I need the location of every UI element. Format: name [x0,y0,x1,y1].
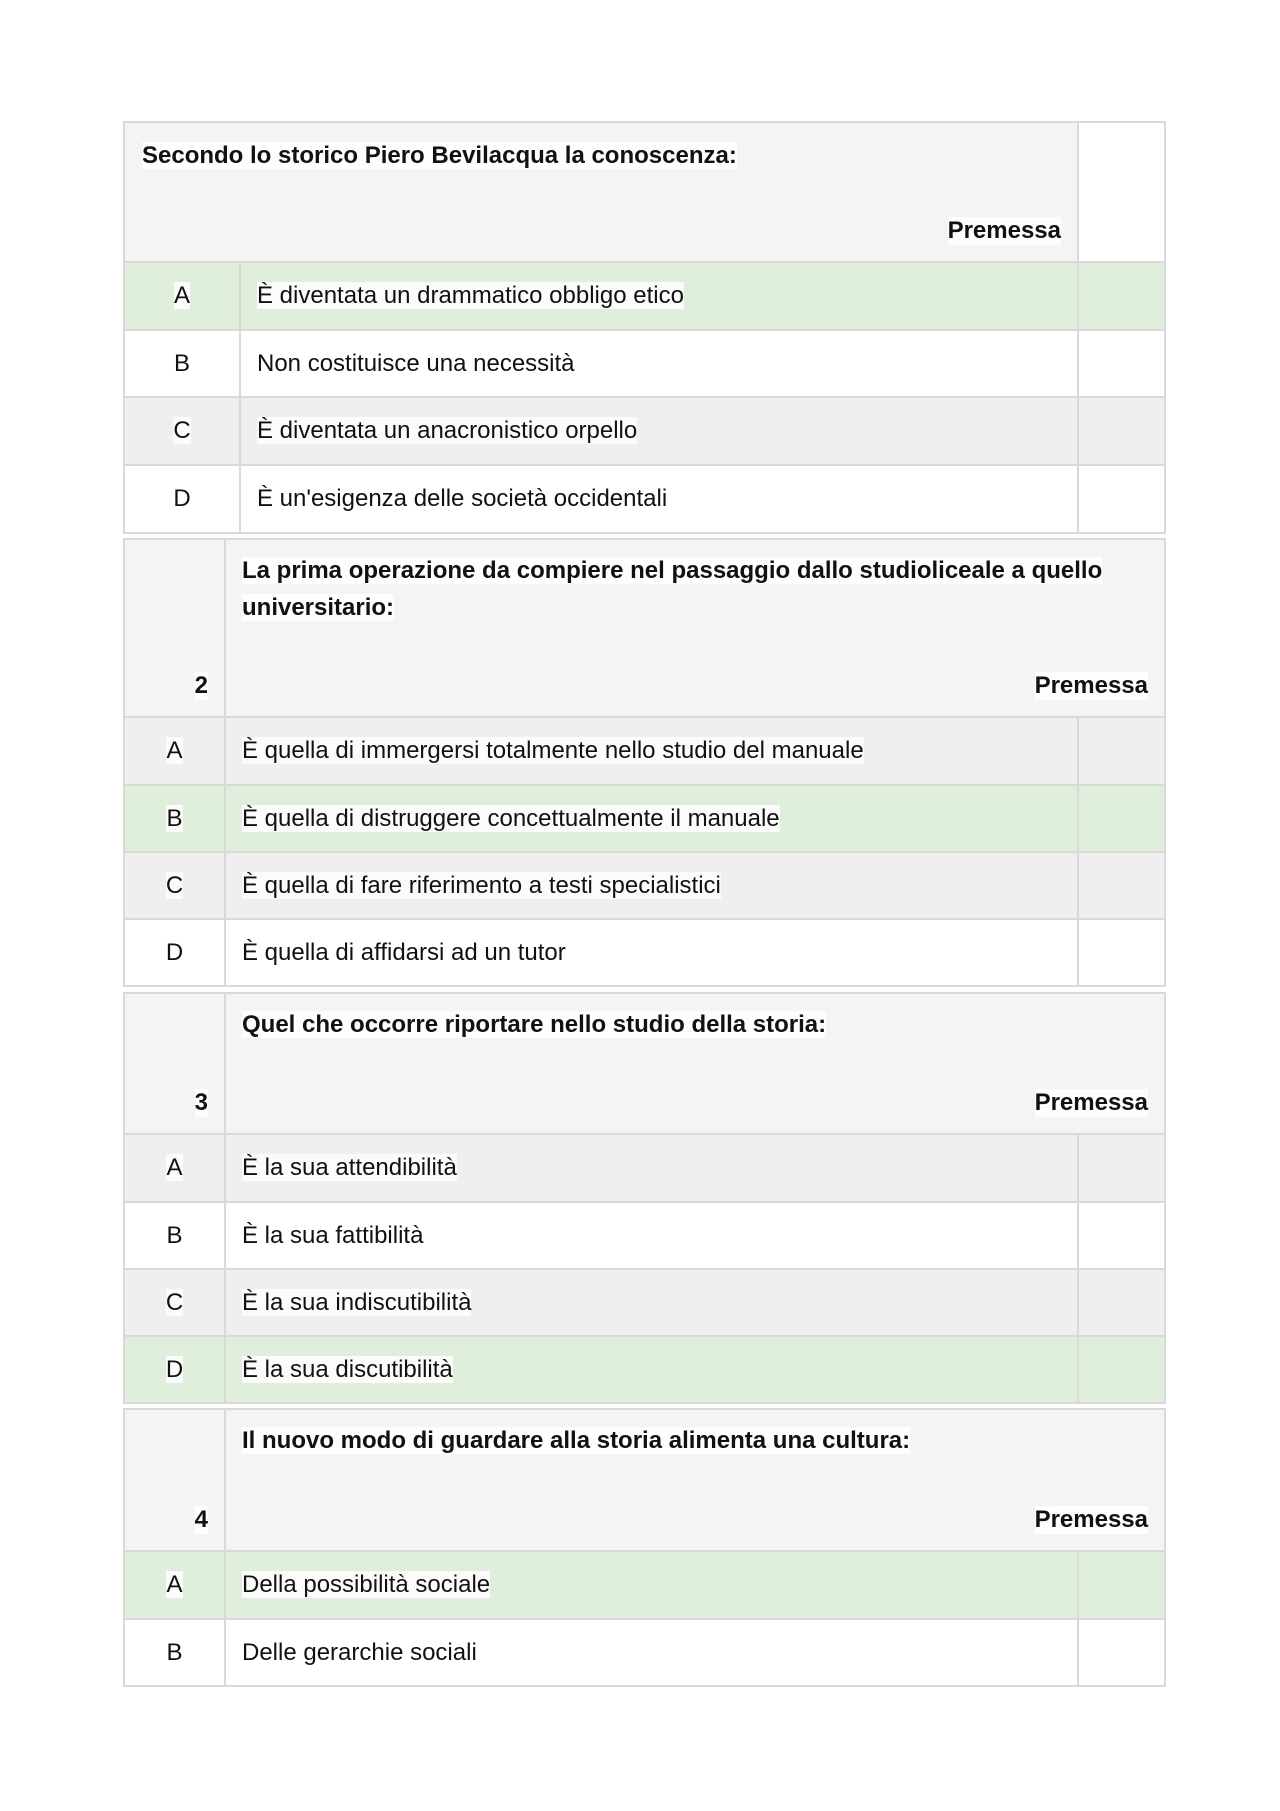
option-side-cell [1078,1619,1165,1686]
option-letter: A [124,262,240,330]
option-side-cell [1078,1336,1165,1403]
option-letter: C [124,852,225,919]
question-text: Quel che occorre riportare nello studio della storia: [242,1011,827,1038]
option-text: È quella di affidarsi ad un tutor [225,919,1078,986]
option-side-cell [1078,785,1165,852]
option-side-cell [1078,852,1165,919]
option-letter: B [124,330,240,397]
option-row[interactable] [124,717,1165,785]
premise-label: Premessa [1034,1089,1148,1116]
option-text: È la sua indiscutibilità [225,1269,1078,1336]
option-text: È un'esigenza delle società occidentali [240,465,1078,533]
option-letter: B [124,1202,225,1269]
option-side-cell [1078,1551,1165,1619]
question-number: 4 [194,1506,208,1533]
option-letter: A [124,1134,225,1202]
option-letter: A [124,1551,225,1619]
question-header [225,1409,1165,1551]
option-text: È la sua discutibilità [225,1336,1078,1403]
option-row[interactable] [124,1202,1165,1269]
option-row[interactable] [124,465,1165,533]
option-row[interactable] [124,1336,1165,1403]
question-number-cell [124,993,225,1134]
option-row[interactable] [124,1269,1165,1336]
option-row[interactable] [124,1619,1165,1686]
premise-label: Premessa [1034,672,1148,699]
question-header [225,993,1165,1134]
option-row[interactable] [124,397,1165,465]
option-letter: C [124,1269,225,1336]
option-text: È la sua fattibilità [225,1202,1078,1269]
question-number: 3 [194,1089,208,1116]
question-text: Secondo lo storico Piero Bevilacqua la conoscenza: [142,142,737,169]
option-text: Non costituisce una necessità [240,330,1078,397]
option-side-cell [1078,1202,1165,1269]
option-side-cell [1078,397,1165,465]
option-letter: B [124,1619,225,1686]
premise-label: Premessa [1034,1506,1148,1533]
option-side-cell [1078,262,1165,330]
question-text: La prima operazione da compiere nel passaggio dallo studioliceale a quello universitario: [242,557,1103,621]
option-text: È quella di immergersi totalmente nello studio del manuale [225,717,1078,785]
option-letter: D [124,919,225,986]
option-text: È diventata un anacronistico orpello [240,397,1078,465]
option-letter: C [124,397,240,465]
header-side-cell [1078,122,1165,262]
option-text: È quella di fare riferimento a testi specialistici [225,852,1078,919]
question-block-3 [123,992,1166,1404]
option-letter: A [124,717,225,785]
option-row[interactable] [124,1134,1165,1202]
option-row[interactable] [124,852,1165,919]
question-block-2 [123,538,1166,987]
option-side-cell [1078,1134,1165,1202]
question-number-cell [124,1409,225,1551]
question-header [124,122,1078,262]
option-row[interactable] [124,785,1165,852]
option-row[interactable] [124,919,1165,986]
option-side-cell [1078,465,1165,533]
option-text: Della possibilità sociale [225,1551,1078,1619]
premise-label: Premessa [947,217,1061,244]
question-block-1 [123,121,1166,534]
question-header [225,539,1165,717]
question-number: 2 [194,672,208,699]
option-side-cell [1078,1269,1165,1336]
option-letter: D [124,1336,225,1403]
option-letter: D [124,465,240,533]
question-number-cell [124,539,225,717]
option-text: È diventata un drammatico obbligo etico [240,262,1078,330]
option-letter: B [124,785,225,852]
question-block-4 [123,1408,1166,1687]
option-row[interactable] [124,330,1165,397]
option-row[interactable] [124,1551,1165,1619]
option-text: È quella di distruggere concettualmente il manuale [225,785,1078,852]
option-side-cell [1078,330,1165,397]
option-text: È la sua attendibilità [225,1134,1078,1202]
option-text: Delle gerarchie sociali [225,1619,1078,1686]
option-row[interactable] [124,262,1165,330]
option-side-cell [1078,717,1165,785]
option-side-cell [1078,919,1165,986]
question-text: Il nuovo modo di guardare alla storia alimenta una cultura: [242,1427,911,1454]
